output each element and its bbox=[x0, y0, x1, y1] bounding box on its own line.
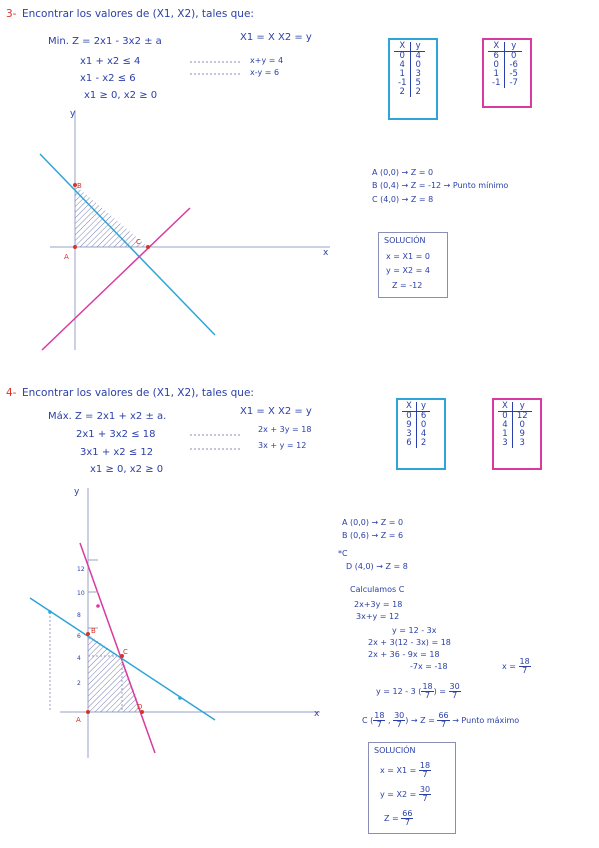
table-row bbox=[498, 439, 532, 448]
problem3-equation2: x-y = 6 bbox=[250, 68, 280, 77]
problem4-eval-b: B (0,6) → Z = 6 bbox=[342, 531, 404, 540]
problem4-c-x-fraction bbox=[373, 712, 385, 729]
problem3-constraint2: x1 - x2 ≤ 6 bbox=[80, 73, 136, 84]
problem4-constraint2: 3x1 + x2 ≤ 12 bbox=[80, 447, 154, 458]
problem4-sol-x-fraction bbox=[419, 762, 431, 779]
problem4-c-y-fraction bbox=[393, 712, 405, 729]
problem4-label-a: A bbox=[76, 716, 81, 724]
problem3-eval-b: B (0,4) → Z = -12 → Punto mínimo bbox=[372, 181, 509, 190]
problem4-plot-point-1 bbox=[96, 604, 100, 608]
p4-pink-header-0: X bbox=[498, 402, 512, 412]
problem4-heading: Encontrar los valores de (X1, X2), tales que: bbox=[22, 387, 254, 399]
p3-blue-cell-0-0: 0 bbox=[394, 52, 411, 62]
p3-pink-cell-1-0: 0 bbox=[488, 61, 505, 70]
problem3-objective: Min. Z = 2x1 - 3x2 ± a bbox=[48, 36, 162, 47]
problem4-z-fraction bbox=[437, 712, 449, 729]
problem4-sol-z-fraction bbox=[401, 810, 413, 827]
problem4-solution-x bbox=[380, 762, 431, 779]
p3-blue-cell-0-1: 4 bbox=[415, 51, 421, 61]
problem4-x-result bbox=[502, 658, 531, 675]
problem3-solution-x: x = X1 = 0 bbox=[386, 252, 430, 261]
p3-blue-cell-1-0: 4 bbox=[394, 61, 411, 70]
problem4-system-eq1: 2x+3y = 18 bbox=[354, 600, 403, 609]
p4-pink-cell-1-1: 0 bbox=[519, 420, 525, 430]
problem4-y-inner-num: 18 bbox=[422, 682, 433, 691]
problem3-table-line2-grid bbox=[488, 42, 522, 88]
p3-blue-cell-4-0: 2 bbox=[394, 88, 411, 97]
problem4-c-x-den: 7 bbox=[376, 720, 382, 729]
problem4-feasible-region bbox=[88, 634, 142, 712]
problem4-ytick-10: 10 bbox=[77, 590, 85, 597]
problem4-plot-point-3 bbox=[178, 696, 182, 700]
p3-pink-cell-3-0: -1 bbox=[488, 79, 505, 88]
problem4-y-den: 7 bbox=[452, 691, 458, 700]
problem4-x-num: 18 bbox=[519, 657, 530, 666]
problem4-objective: Máx. Z = 2x1 + x2 ± a. bbox=[48, 411, 167, 422]
problem4-y-eq-mid: ) = bbox=[433, 687, 446, 696]
problem4-step4: -7x = -18 bbox=[410, 662, 448, 671]
p4-blue-cell-3-0: 6 bbox=[402, 439, 416, 448]
problem3-label-c: C bbox=[136, 238, 141, 246]
problem3-solution-z: Z = -12 bbox=[392, 281, 423, 290]
problem4-solution-title: SOLUCIÓN bbox=[374, 746, 416, 755]
problem4-y-inner-den: 7 bbox=[424, 691, 431, 700]
problem4-sol-y-fraction bbox=[419, 786, 431, 803]
problem4-sol-y-eq: y = X2 = bbox=[380, 790, 417, 799]
p4-pink-header-1: y bbox=[512, 402, 531, 412]
problem4-eval-d: D (4,0) → Z = 8 bbox=[346, 562, 408, 571]
p3-pink-header-1: y bbox=[505, 42, 522, 52]
problem4-ytick-2: 2 bbox=[77, 680, 81, 687]
problem4-z-num: 66 bbox=[438, 711, 449, 720]
problem3-substitution: X1 = X X2 = y bbox=[240, 32, 312, 43]
problem4-y-num: 30 bbox=[449, 682, 460, 691]
problem3-label-a: A bbox=[64, 253, 69, 261]
problem4-sol-x-eq: x = X1 = bbox=[380, 766, 417, 775]
p3-blue-cell-2-0: 1 bbox=[394, 70, 411, 79]
problem4-y-fraction bbox=[449, 683, 461, 700]
problem4-point-b bbox=[86, 632, 90, 636]
p4-blue-cell-2-0: 3 bbox=[402, 430, 416, 439]
problem4-solution-y bbox=[380, 786, 431, 803]
problem3-number: 3- bbox=[6, 8, 17, 20]
problem4-eval-a: A (0,0) → Z = 0 bbox=[342, 518, 404, 527]
problem4-sol-y-den: 7 bbox=[422, 794, 428, 803]
problem3-eval-c: C (4,0) → Z = 8 bbox=[372, 195, 434, 204]
problem4-c-x-num: 18 bbox=[374, 711, 385, 720]
problem4-y-result bbox=[376, 683, 461, 700]
problem4-ytick-8: 8 bbox=[77, 612, 81, 619]
problem4-c-result: C ( $\frac{18}{7}$ , $\frac{30}{7}$ ) → Z = $\frac{66}{7}$ → Punto máximo bbox=[362, 711, 520, 729]
problem4-step2: 2x + 3(12 - 3x) = 18 bbox=[368, 638, 451, 647]
problem4-number: 4- bbox=[6, 387, 17, 399]
table-row bbox=[402, 439, 430, 448]
problem4-table-line2 bbox=[492, 398, 542, 470]
p4-blue-cell-2-1: 4 bbox=[420, 429, 427, 439]
p3-blue-cell-3-1: 5 bbox=[415, 78, 421, 88]
problem4-x-eq: x = bbox=[502, 662, 516, 671]
p3-blue-cell-2-1: 3 bbox=[415, 69, 421, 79]
problem4-ytick-12: 12 bbox=[77, 566, 85, 573]
p3-blue-cell-1-1: 0 bbox=[415, 60, 421, 70]
table-row bbox=[394, 88, 425, 97]
p4-blue-cell-0-0: 0 bbox=[402, 412, 416, 422]
problem4-equation2: 3x + y = 12 bbox=[258, 441, 307, 450]
p4-blue-cell-3-1: 2 bbox=[420, 438, 427, 448]
problem3-eval-a: A (0,0) → Z = 0 bbox=[372, 168, 434, 177]
problem4-nonnegativity: x1 ≥ 0, x2 ≥ 0 bbox=[90, 464, 164, 475]
problem4-solution-z bbox=[384, 810, 413, 827]
problem4-sol-z-eq: Z = bbox=[384, 814, 399, 823]
problem3-arrows bbox=[190, 56, 250, 80]
p4-pink-cell-3-1: 3 bbox=[519, 438, 525, 448]
p4-pink-cell-3-0: 3 bbox=[498, 439, 512, 448]
problem4-constraint1: 2x1 + 3x2 ≤ 18 bbox=[76, 429, 156, 440]
problem4-c-note: → Punto máximo bbox=[452, 716, 520, 725]
p4-pink-cell-2-0: 1 bbox=[498, 430, 512, 439]
problem3-constraint1: x1 + x2 ≤ 4 bbox=[80, 56, 141, 67]
problem3-point-a bbox=[73, 245, 77, 249]
problem4-arrows bbox=[190, 430, 250, 454]
problem4-substitution: X1 = X X2 = y bbox=[240, 406, 312, 417]
problem4-table-line2-grid bbox=[498, 402, 532, 448]
problem3-table-line1-grid bbox=[394, 42, 425, 97]
problem3-point-c bbox=[146, 245, 150, 249]
problem3-nonnegativity: x1 ≥ 0, x2 ≥ 0 bbox=[84, 90, 158, 101]
problem3-x-label: x bbox=[323, 248, 329, 258]
p4-blue-cell-0-1: 6 bbox=[420, 411, 427, 421]
problem4-table-line1 bbox=[396, 398, 446, 470]
p4-pink-cell-1-0: 4 bbox=[498, 421, 512, 430]
p3-blue-header-0: X bbox=[394, 42, 411, 52]
problem3-y-label: y bbox=[70, 109, 76, 119]
p3-blue-header-1: y bbox=[411, 42, 425, 52]
problem3-graph bbox=[30, 110, 340, 360]
problem4-label-d: D bbox=[137, 703, 143, 711]
problem4-y-inner-fraction bbox=[421, 683, 433, 700]
problem4-c-pre: C ( bbox=[362, 716, 374, 725]
problem4-graph bbox=[30, 488, 330, 768]
p4-pink-cell-0-0: 0 bbox=[498, 412, 512, 422]
problem4-x-fraction bbox=[519, 658, 531, 675]
problem4-step1: y = 12 - 3x bbox=[392, 626, 437, 635]
problem4-label-b: B bbox=[91, 627, 96, 635]
problem4-ytick-4: 4 bbox=[77, 655, 81, 662]
problem3-heading: Encontrar los valores de (X1, X2), tales que: bbox=[22, 8, 254, 20]
problem3-label-b: B bbox=[77, 182, 82, 190]
p3-pink-cell-2-1: -5 bbox=[509, 69, 518, 79]
problem4-y-label: y bbox=[74, 487, 80, 497]
problem4-sol-x-num: 18 bbox=[419, 761, 431, 770]
problem4-plot-point-2 bbox=[48, 610, 52, 614]
problem3-table-line2 bbox=[482, 38, 532, 108]
p3-pink-cell-2-0: 1 bbox=[488, 70, 505, 79]
problem3-equation1: x+y = 4 bbox=[250, 56, 284, 65]
problem4-sol-y-num: 30 bbox=[419, 785, 431, 794]
problem4-step3: 2x + 36 - 9x = 18 bbox=[368, 650, 440, 659]
problem4-calc-title: Calculamos C bbox=[350, 585, 405, 594]
problem3-solution-y: y = X2 = 4 bbox=[386, 266, 430, 275]
p3-pink-cell-3-1: -7 bbox=[509, 78, 518, 88]
problem4-sol-z-den: 7 bbox=[404, 818, 410, 827]
problem3-line-constraint1 bbox=[40, 154, 215, 335]
problem3-solution-title: SOLUCIÓN bbox=[384, 236, 426, 245]
p4-blue-header-1: y bbox=[416, 402, 430, 412]
problem4-equation1: 2x + 3y = 18 bbox=[258, 425, 312, 434]
problem4-system-eq2: 3x+y = 12 bbox=[356, 612, 400, 621]
problem4-c-y-num: 30 bbox=[394, 711, 405, 720]
p4-blue-header-0: X bbox=[402, 402, 416, 412]
problem4-x-den: 7 bbox=[522, 666, 528, 675]
p4-blue-cell-1-1: 0 bbox=[420, 420, 427, 430]
p3-pink-header-0: X bbox=[488, 42, 505, 52]
p4-blue-cell-1-0: 9 bbox=[402, 421, 416, 430]
p3-blue-cell-3-0: -1 bbox=[394, 79, 411, 88]
table-row bbox=[488, 79, 522, 88]
p4-pink-cell-0-1: 12 bbox=[516, 411, 528, 421]
p3-blue-cell-4-1: 2 bbox=[415, 87, 421, 97]
problem4-z-den: 7 bbox=[441, 720, 447, 729]
problem4-x-label: x bbox=[314, 709, 320, 719]
problem3-table-line1 bbox=[388, 38, 438, 120]
p3-pink-cell-0-1: 0 bbox=[511, 51, 517, 61]
problem4-ytick-6: 6 bbox=[77, 633, 81, 640]
problem4-eval-c-marker: *C bbox=[338, 549, 348, 558]
p3-pink-cell-0-0: 6 bbox=[488, 52, 505, 62]
problem4-table-line1-grid bbox=[402, 402, 430, 448]
problem4-y-eq-pre: y = 12 - 3 ( bbox=[376, 687, 422, 696]
p4-pink-cell-2-1: 9 bbox=[519, 429, 525, 439]
problem4-sol-z-num: 66 bbox=[402, 809, 413, 818]
problem4-label-c: C bbox=[123, 648, 128, 656]
problem4-point-a bbox=[86, 710, 90, 714]
p3-pink-cell-1-1: -6 bbox=[509, 60, 518, 70]
problem4-sol-x-den: 7 bbox=[422, 770, 428, 779]
problem4-c-post: ) → Z = bbox=[405, 716, 435, 725]
problem4-c-y-den: 7 bbox=[396, 720, 402, 729]
